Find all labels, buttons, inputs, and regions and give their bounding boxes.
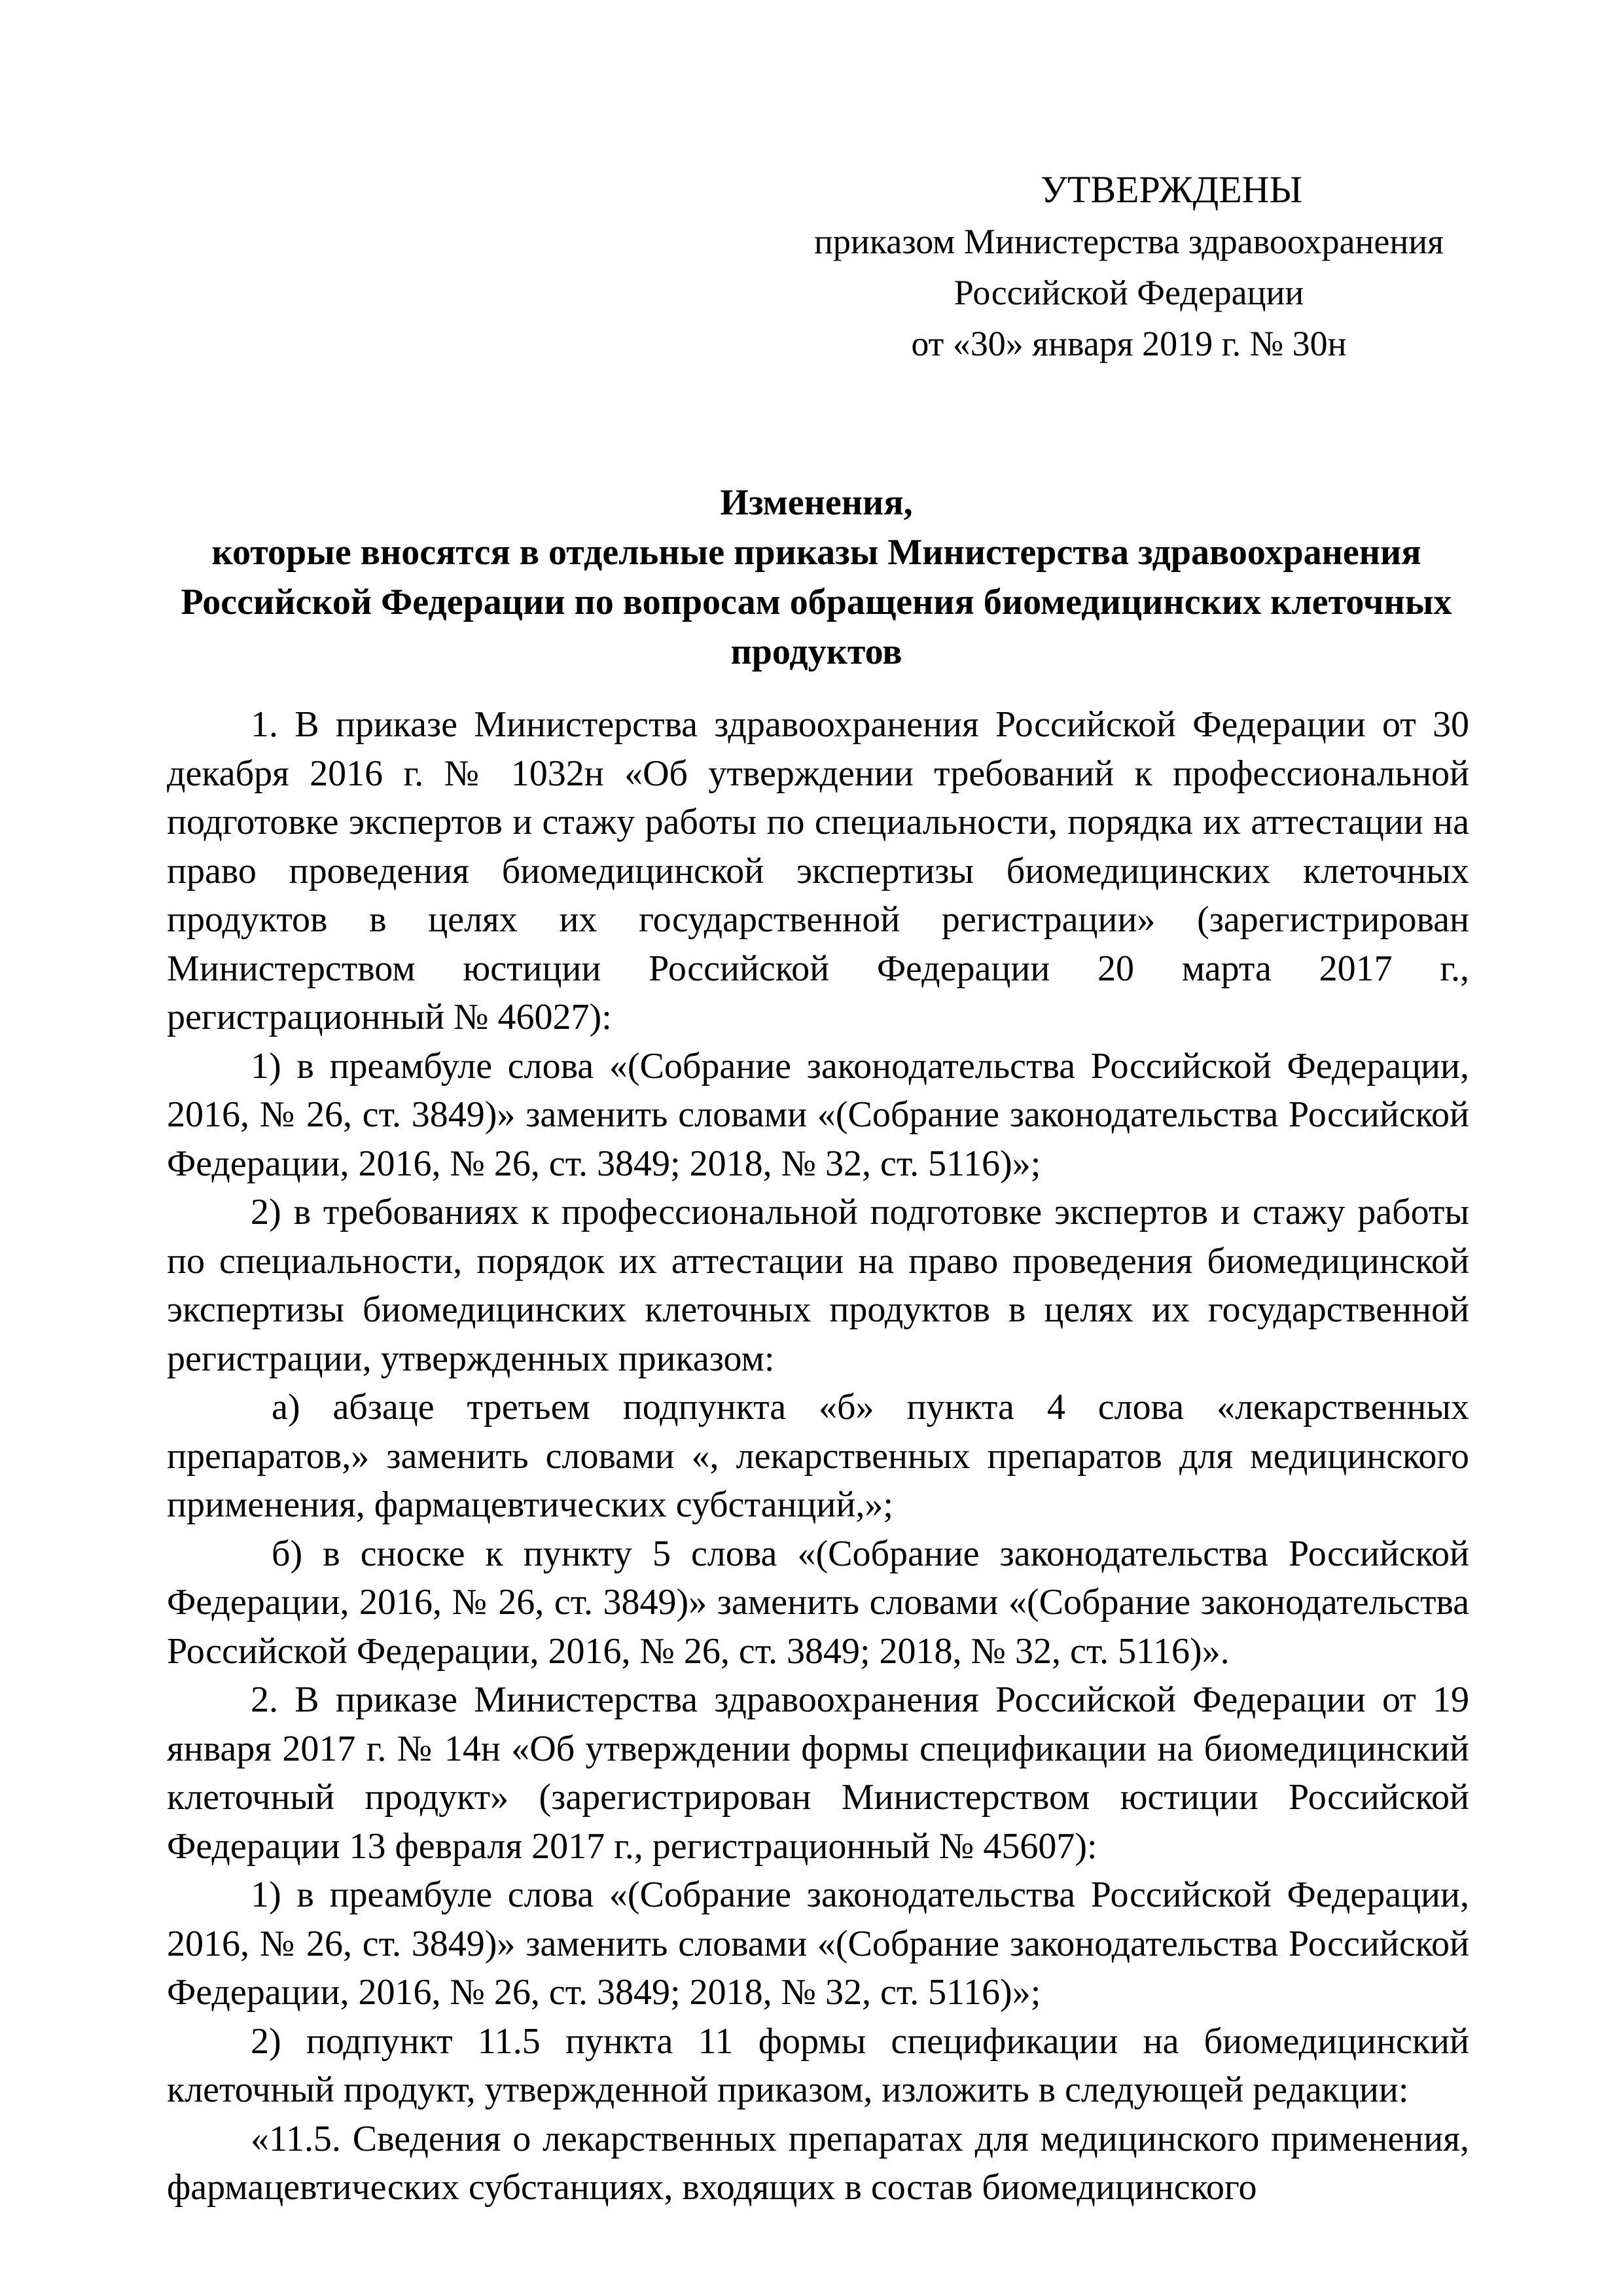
title-line: Российской Федерации по вопросам обращения биомедицинских клеточных: [181, 582, 1452, 622]
approval-line: приказом Министерства здравоохранения: [814, 222, 1444, 261]
paragraph-quoted-11-5: «11.5. Сведения о лекарственных препаратах для медицинского применения, фармацевтических субстанциях, входящих в состав биомедицинского: [167, 2118, 1469, 2208]
document-body: [167, 700, 1469, 2212]
approval-block: [753, 164, 1505, 369]
paragraph-item-1: 1. В приказе Министерства здравоохранения Российской Федерации от 30 декабря 2016 г. № 1032н «Об утверждении требований к профессиональной подготовке экспертов и стажу работы по специальности, порядка их аттестации на право проведения биомедицинской экспертизы биомедицинских клеточных продуктов в целях их государственной регистрации» (зарегистрирован Министерством юстиции Российской Федерации 20 марта 2017 г., регистрационный № 46027):: [167, 704, 1469, 1037]
approval-line: Российской Федерации: [954, 273, 1304, 312]
document-title: [164, 478, 1469, 677]
paragraph-subitem-1-2-b: б) в сноске к пункту 5 слова «(Собрание законодательства Российской Федерации, 2016, № 26, ст. 3849)» заменить словами «(Собрание законодательства Российской Федерации, 2016, № 26, ст. 3849; 2018, № 32, ст. 5116)».: [167, 1533, 1469, 1672]
paragraph-subitem-2-1: 1) в преамбуле слова «(Собрание законодательства Российской Федерации, 2016, № 26, ст. 3849)» заменить словами «(Собрание законодательства Российской Федерации, 2016, № 26, ст. 3849; 2018, № 32, ст. 5116)»;: [167, 1874, 1469, 2013]
approval-date-number: от «30» января 2019 г. № 30н: [911, 324, 1347, 363]
title-line: которые вносятся в отдельные приказы Министерства здравоохранения: [211, 532, 1421, 573]
title-line: Изменения,: [720, 482, 913, 523]
paragraph-subitem-1-1: 1) в преамбуле слова «(Собрание законодательства Российской Федерации, 2016, № 26, ст. 3849)» заменить словами «(Собрание законодательства Российской Федерации, 2016, № 26, ст. 3849; 2018, № 32, ст. 5116)»;: [167, 1045, 1469, 1184]
approval-heading: УТВЕРЖДЕНЫ: [1040, 168, 1303, 211]
paragraph-item-2: 2. В приказе Министерства здравоохранения Российской Федерации от 19 января 2017 г. № 14н «Об утверждении формы спецификации на биомедицинский клеточный продукт» (зарегистрирован Министерством юстиции Российской Федерации 13 февраля 2017 г., регистрационный № 45607):: [167, 1679, 1469, 1867]
paragraph-subitem-2-2: 2) подпункт 11.5 пункта 11 формы спецификации на биомедицинский клеточный продукт, утвержденной приказом, изложить в следующей редакции:: [167, 2020, 1469, 2110]
title-line: продуктов: [730, 632, 902, 672]
paragraph-subitem-1-2: 2) в требованиях к профессиональной подготовке экспертов и стажу работы по специальности, порядок их аттестации на право проведения биомедицинской экспертизы биомедицинских клеточных продуктов в целях их государственной регистрации, утвержденных приказом:: [167, 1192, 1469, 1379]
paragraph-subitem-1-2-a: а) абзаце третьем подпункта «б» пункта 4 слова «лекарственных препаратов,» заменить словами «, лекарственных препаратов для медицинского применения, фармацевтических субстанций,»;: [167, 1387, 1469, 1525]
